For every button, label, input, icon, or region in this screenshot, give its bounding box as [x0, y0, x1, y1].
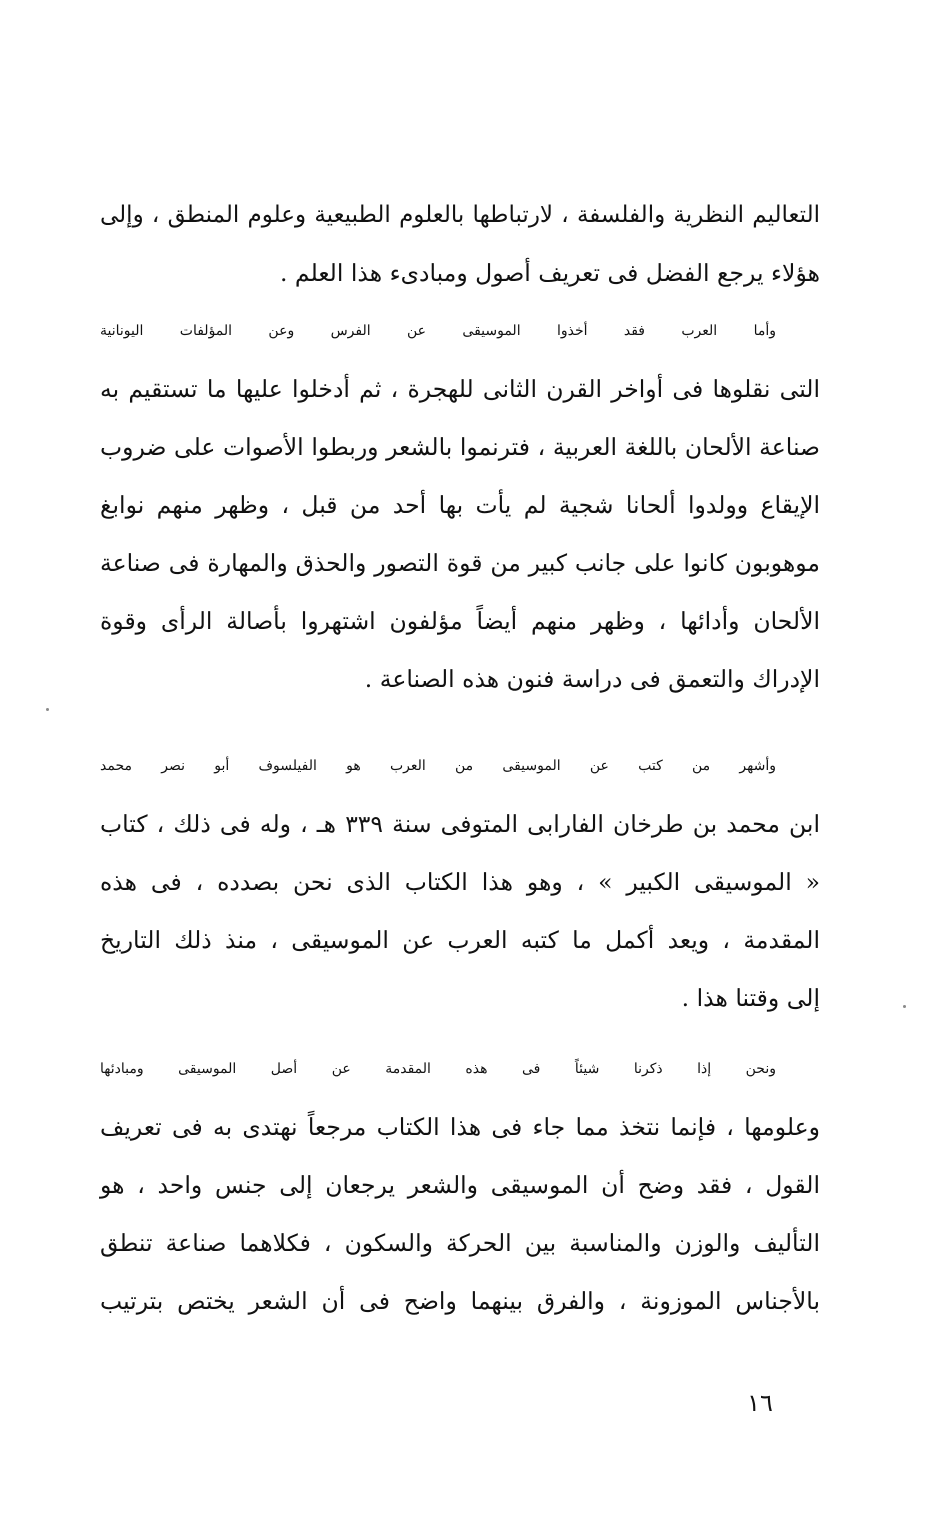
text-line: التعاليم النظرية والفلسفة ، لارتباطها بالعلوم الطبيعية وعلوم المنطق ، وإلى — [100, 202, 820, 228]
text-line: الإدراك والتعمق فى دراسة فنون هذه الصناعة . — [364, 665, 820, 693]
text-line: التأليف والوزن والمناسبة بين الحركة والسكون ، فكلاهما صناعة تنطق — [100, 1229, 820, 1257]
text-line: وعلومها ، فإنما نتخذ مما جاء فى هذا الكتاب مرجعاً نهتدى به فى تعريف — [100, 1113, 820, 1141]
text-line: القول ، فقد وضح أن الموسيقى والشعر يرجعان إلى جنس واحد ، هو — [100, 1171, 820, 1199]
text-line: وأشهر من كتب عن الموسيقى من العرب هو الفيلسوف أبو نصر محمد — [100, 758, 776, 774]
text-line: المقدمة ، ويعد أكمل ما كتبه العرب عن الموسيقى ، منذ ذلك التاريخ — [100, 926, 820, 954]
paragraph-continuation — [100, 186, 820, 302]
text-line: موهوبون كانوا على جانب كبير من قوة التصور والحذق والمهارة فى صناعة — [100, 549, 820, 577]
text-line: الألحان وأدائها ، وظهر منهم أيضاً مؤلفون اشتهروا بأصالة الرأى وقوة — [100, 607, 820, 635]
scan-speck — [903, 1005, 906, 1008]
text-line: وأما العرب فقد أخذوا الموسيقى عن الفرس وعن المؤلفات اليونانية — [100, 323, 776, 339]
text-line: ابن محمد بن طرخان الفارابى المتوفى سنة ٣٣٩ هـ ، وله فى ذلك ، كتاب — [100, 810, 820, 838]
text-line: إلى وقتنا هذا . — [681, 984, 820, 1012]
text-line: بالأجناس الموزونة ، والفرق بينهما واضح فى أن الشعر يختص بترتيب — [100, 1287, 820, 1315]
text-line: صناعة الألحان باللغة العربية ، فترنموا بالشعر وربطوا الأصوات على ضروب — [100, 433, 820, 461]
scan-speck — [46, 708, 49, 711]
paragraph-arabs-music — [100, 302, 820, 708]
paragraph-origins — [100, 1040, 820, 1330]
text-line: التى نقلوها فى أواخر القرن الثانى للهجرة ، ثم أدخلوا عليها ما تستقيم به — [100, 375, 820, 403]
text-line: ونحن إذا ذكرنا شيئاً فى هذه المقدمة عن أصل الموسيقى ومبادئها — [100, 1061, 776, 1077]
paragraph-farabi — [100, 737, 820, 1027]
text-line: الإيقاع وولدوا ألحانا شجية لم يأت بها أحد من قبل ، وظهر منهم نوابغ — [100, 491, 820, 519]
page-number: ١٦ — [747, 1389, 773, 1417]
text-line: هؤلاء يرجع الفضل فى تعريف أصول ومبادىء هذا العلم . — [279, 259, 820, 287]
text-line: « الموسيقى الكبير » ، وهو هذا الكتاب الذى نحن بصدده ، فى هذه — [100, 868, 820, 896]
